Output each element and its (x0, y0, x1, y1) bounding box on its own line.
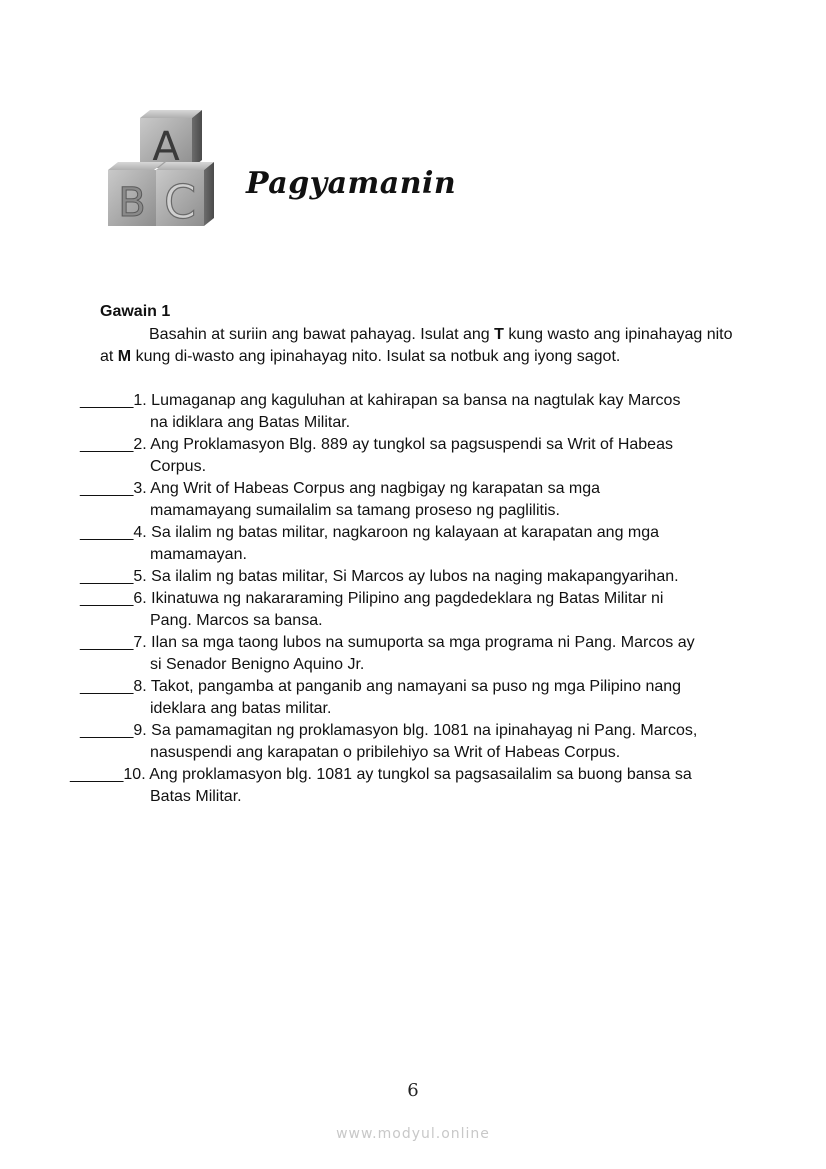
item-2-text: ______2. Ang Proklamasyon Blg. 889 ay tungkol sa pagsuspendi sa Writ of Habeas (80, 436, 673, 453)
item-8-continuation: ideklara ang batas militar. (150, 700, 332, 717)
item-7-text: ______7. Ilan sa mga taong lubos na sumuporta sa mga programa ni Pang. Marcos ay (80, 634, 695, 651)
activity-instructions (100, 324, 740, 368)
item-6-text: ______6. Ikinatuwa ng nakararaming Pilipino ang pagdedeklara ng Batas Militar ni (80, 590, 664, 607)
item-3-text: ______3. Ang Writ of Habeas Corpus ang nagbigay ng karapatan sa mga (80, 480, 601, 497)
item-5-text: ______5. Sa ilalim ng batas militar, Si Marcos ay lubos na naging makapangyarihan. (80, 568, 679, 585)
logo-letter-b: B (118, 180, 146, 226)
item-8-text: ______8. Takot, pangamba at panganib ang namayani sa puso ng mga Pilipino nang (80, 678, 682, 695)
item-9-continuation: nasuspendi ang karapatan o pribilehiyo sa Writ of Habeas Corpus. (150, 744, 621, 761)
abc-blocks-logo (106, 110, 214, 230)
instructions-letter-m: M (117, 348, 132, 365)
logo-letter-a: A (152, 124, 180, 170)
watermark: www.modyul.online (336, 1126, 490, 1142)
item-2-continuation: Corpus. (150, 458, 207, 475)
instructions-text-3: kung di-wasto ang ipinahayag nito. Isulat sa notbuk ang iyong sagot. (131, 348, 621, 365)
instructions-text-2: kung wasto ang ipinahayag nito at (100, 326, 733, 365)
item-10-continuation: Batas Militar. (150, 788, 242, 805)
page-title: Pagyamanin (246, 166, 457, 201)
item-6-continuation: Pang. Marcos sa bansa. (150, 612, 323, 629)
page-number: 6 (407, 1080, 419, 1101)
logo-letter-c: C (163, 175, 197, 229)
item-4-continuation: mamamayan. (150, 546, 247, 563)
item-4-text: ______4. Sa ilalim ng batas militar, nagkaroon ng kalayaan at karapatan ang mga (80, 524, 660, 541)
item-10-text: ______10. Ang proklamasyon blg. 1081 ay tungkol sa pagsasailalim sa buong bansa sa (70, 766, 692, 783)
activity-title: Gawain 1 (100, 303, 171, 320)
instructions-text-1: Basahin at suriin ang bawat pahayag. Isulat ang (149, 326, 495, 343)
item-1-text: ______1. Lumaganap ang kaguluhan at kahirapan sa bansa na nagtulak kay Marcos (80, 392, 681, 409)
item-7-continuation: si Senador Benigno Aquino Jr. (150, 656, 365, 673)
item-9-text: ______9. Sa pamamagitan ng proklamasyon blg. 1081 na ipinahayag ni Pang. Marcos, (80, 722, 698, 739)
item-3-continuation: mamamayang sumailalim sa tamang proseso ng paglilitis. (150, 502, 560, 519)
instructions-letter-t: T (494, 326, 504, 343)
item-1-continuation: na idiklara ang Batas Militar. (150, 414, 351, 431)
